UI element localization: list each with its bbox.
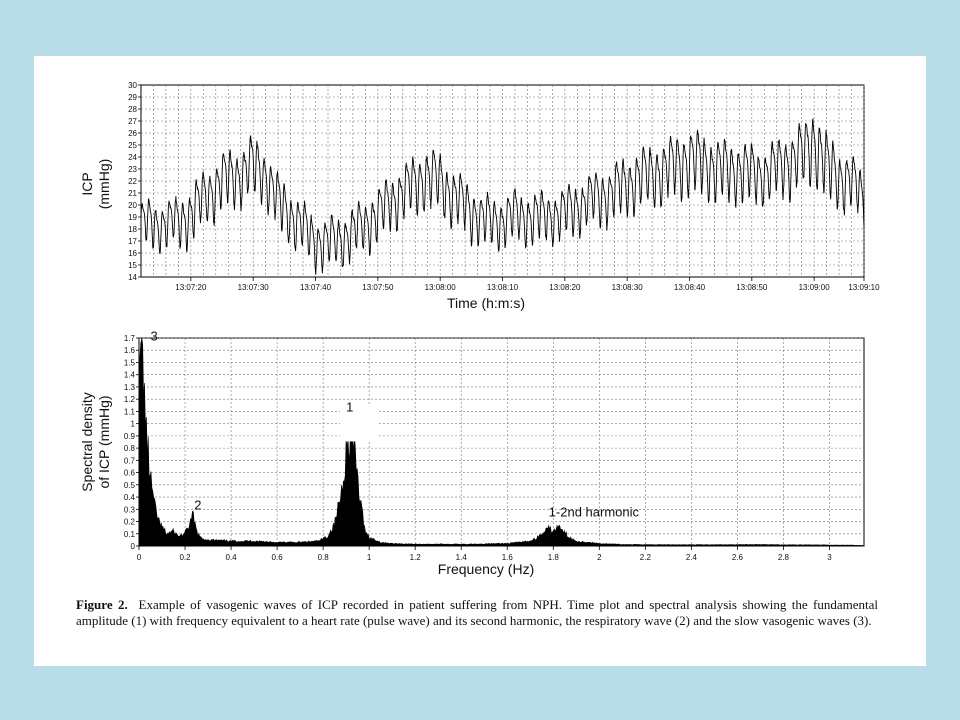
spectral-x-tick-label: 0.2 — [179, 553, 191, 562]
icp-x-tick-label: 13:08:20 — [549, 283, 581, 292]
icp-y-tick-label: 26 — [128, 129, 137, 138]
spectral-y-ticks — [124, 334, 139, 551]
spectral-x-tick-label: 1.8 — [547, 553, 559, 562]
figure-caption — [76, 597, 878, 629]
spectral-y-tick-label: 1.3 — [123, 382, 135, 392]
icp-x-tick-label: 13:07:40 — [299, 283, 332, 292]
spectral-y-tick-label: 1.1 — [123, 407, 135, 417]
icp-x-tick-label: 13:07:50 — [362, 283, 394, 292]
icp-x-tick-label: 13:07:30 — [237, 283, 269, 292]
slide-page — [34, 56, 926, 666]
icp-y-ticks — [128, 81, 141, 282]
spectral-x-tick-label: 2.4 — [685, 553, 697, 562]
spectral-y-tick-label: 1 — [130, 419, 135, 429]
peak-label: 3 — [150, 328, 158, 344]
icp-x-title: Time (h:m:s) — [446, 295, 526, 311]
spectral-y-tick-label: 0 — [130, 542, 135, 551]
icp-y-tick-label: 19 — [128, 213, 137, 222]
spectral-x-tick-label: 1.6 — [501, 553, 513, 562]
peak-label: 1 — [346, 399, 354, 415]
spectral-y-tick-label: 1.4 — [123, 370, 135, 380]
icp-y-tick-label: 30 — [128, 81, 137, 90]
icp-x-tick-label: 13:08:30 — [611, 283, 643, 292]
spectral-x-tick-label: 2.6 — [731, 553, 743, 562]
spectral-x-tick-label: 0 — [136, 553, 142, 562]
icp-y-title-line1: ICP — [79, 172, 95, 196]
spectral-y-tick-label: 1.7 — [123, 334, 135, 343]
spectral-y-tick-label: 0.8 — [123, 444, 135, 454]
spectral-y-title-line1: Spectral density — [79, 392, 95, 492]
spectral-x-tick-label: 1.2 — [409, 553, 421, 562]
spectral-plot — [79, 328, 864, 577]
spectral-y-tick-label: 0.2 — [123, 517, 135, 527]
spectral-y-tick-label: 0.7 — [123, 456, 135, 466]
spectral-y-tick-label: 0.6 — [123, 468, 135, 478]
spectral-x-ticks — [137, 546, 832, 562]
icp-y-tick-label: 14 — [128, 273, 137, 282]
icp-y-tick-label: 29 — [128, 93, 137, 102]
spectral-y-tick-label: 0.1 — [123, 529, 135, 539]
icp-y-tick-label: 23 — [128, 165, 137, 174]
icp-x-tick-label: 13:08:00 — [424, 283, 456, 292]
icp-y-tick-label: 17 — [128, 237, 137, 246]
spectral-y-tick-label: 0.4 — [123, 493, 135, 503]
icp-x-tick-label: 13:09:00 — [798, 283, 830, 292]
spectral-plot-frame — [139, 338, 864, 546]
spectral-y-tick-label: 1.2 — [123, 395, 135, 405]
icp-x-tick-label: 13:08:40 — [673, 283, 706, 292]
icp-y-tick-label: 28 — [128, 105, 137, 114]
spectral-x-tick-label: 2.8 — [777, 553, 790, 562]
icp-y-tick-label: 15 — [128, 261, 137, 270]
icp-y-tick-label: 24 — [128, 153, 137, 162]
spectral-y-tick-label: 0.9 — [123, 431, 135, 441]
icp-y-title-line2: (mmHg) — [96, 158, 112, 210]
icp-x-tick-label: 13:07:20 — [175, 283, 207, 292]
icp-y-tick-label: 16 — [128, 249, 137, 258]
spectral-x-tick-label: 0.8 — [317, 553, 329, 562]
icp-y-tick-label: 27 — [128, 117, 137, 126]
icp-time-plot — [79, 81, 880, 311]
icp-y-tick-label: 18 — [128, 225, 137, 234]
spectral-x-tick-label: 1.4 — [455, 553, 467, 562]
icp-y-tick-label: 25 — [128, 141, 137, 150]
figure-caption-label: Figure 2. — [76, 597, 128, 612]
spectral-x-tick-label: 2.2 — [639, 553, 651, 562]
icp-x-tick-label: 13:08:50 — [736, 283, 768, 292]
figure-caption-text: Example of vasogenic waves of ICP recorded in patient suffering from NPH. Time plot and spectral analysis showing the fundamental amplitude (1) with frequency equivalent to a heart rate (pulse wave) and its second harmonic, the respiratory wave (2) and the slow vasogenic waves (3). — [76, 597, 879, 628]
spectral-x-tick-label: 2 — [597, 553, 602, 562]
spectral-y-title-line2: of ICP (mmHg) — [96, 395, 112, 489]
icp-y-tick-label: 20 — [128, 201, 137, 210]
icp-x-ticks — [175, 277, 880, 292]
spectral-x-tick-label: 0.4 — [225, 553, 237, 562]
spectral-y-tick-label: 0.5 — [123, 480, 135, 490]
peak-label: 2 — [194, 497, 202, 513]
spectral-x-title: Frequency (Hz) — [437, 561, 535, 577]
icp-y-tick-label: 22 — [128, 177, 137, 186]
spectral-x-tick-label: 0.6 — [271, 553, 283, 562]
figure — [34, 56, 926, 596]
spectral-y-tick-label: 0.3 — [123, 505, 135, 515]
icp-x-tick-label: 13:09:10 — [848, 283, 880, 292]
spectral-y-tick-label: 1.5 — [123, 358, 135, 368]
spectral-x-tick-label: 3 — [827, 553, 832, 562]
spectral-y-tick-label: 1.6 — [123, 346, 135, 356]
icp-x-tick-label: 13:08:10 — [486, 283, 519, 292]
icp-y-tick-label: 21 — [128, 189, 137, 198]
peak-label: 1-2nd harmonic — [548, 504, 640, 520]
spectral-x-tick-label: 1 — [366, 553, 372, 562]
